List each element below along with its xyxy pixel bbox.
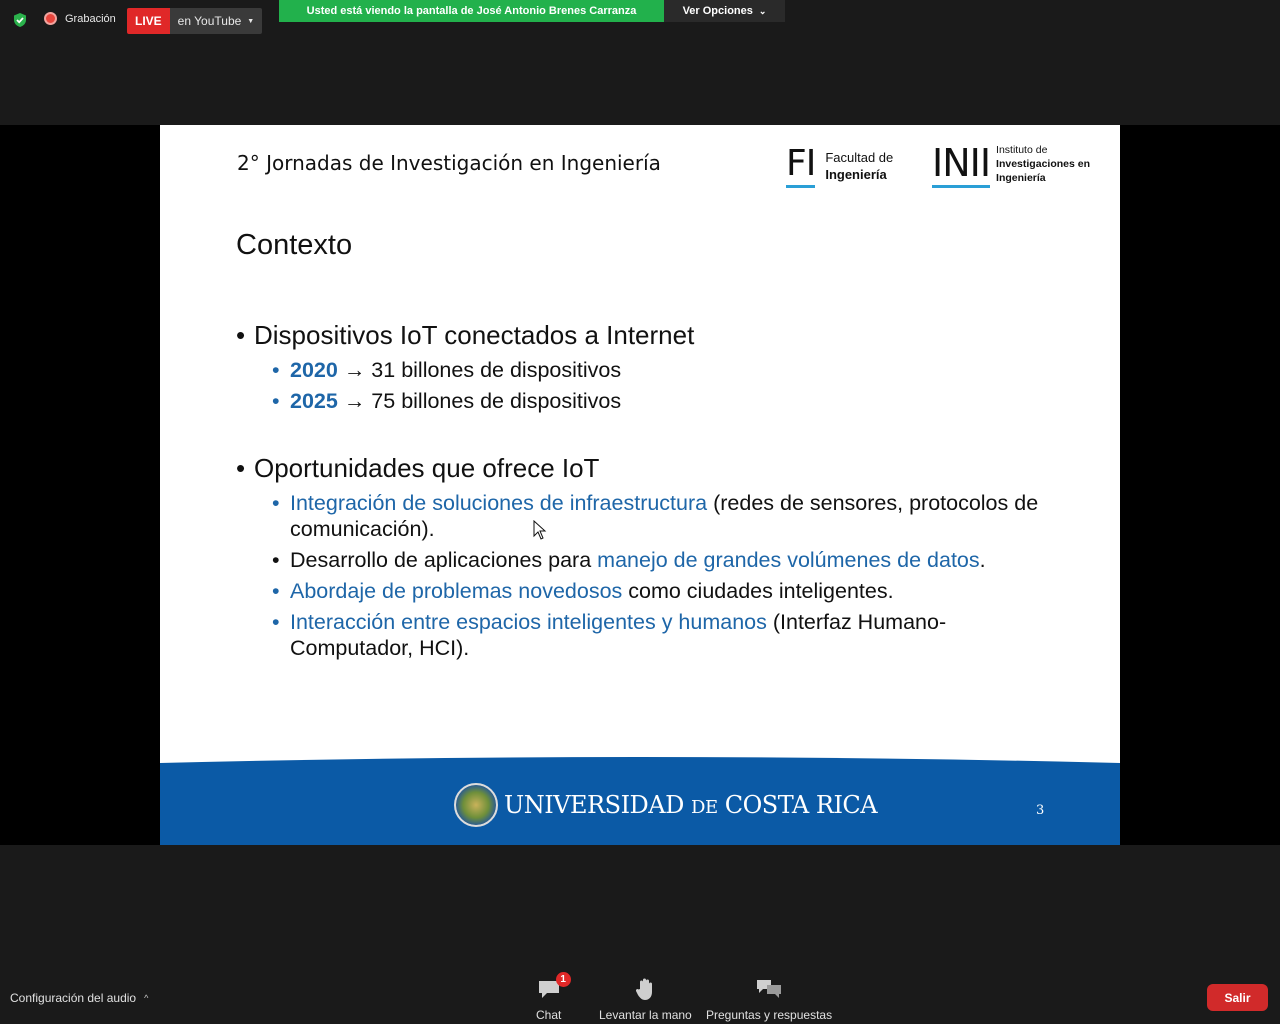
audio-config-label: Configuración del audio [10,991,137,1005]
highlight-text: Abordaje de problemas novedosos [290,579,623,603]
recording-dot-icon [44,12,57,25]
chat-icon-wrap [537,974,566,1002]
qa-icon-wrap [756,976,782,1002]
shield-check-icon[interactable] [12,12,28,28]
mouse-cursor-icon [533,520,547,540]
caret-down-icon: ▼ [247,17,255,25]
logo-fi-text [825,149,893,183]
bullet-dot-icon: • [272,548,280,572]
screen-share-banner: Usted está viendo la pantalla de José Antonio Brenes Carranza [279,0,664,22]
sub-bullet-item [272,547,1056,573]
recording-label: Grabación [65,12,116,25]
year-label: 2025 [290,389,338,413]
logo-inii-mark: INII [932,143,990,188]
bullet-item: • Oportunidades que ofrece IoT [236,453,600,483]
chevron-down-icon: ⌄ [758,5,767,16]
presentation-slide [160,125,1120,845]
bullet-item: • Dispositivos IoT conectados a Internet [236,320,695,350]
university-name [504,791,877,819]
live-destination-label: en YouTube [177,14,242,28]
logo-inii-line2: Investigaciones en [996,158,1090,170]
sub-bullet-text: como ciudades inteligentes. [622,579,894,603]
slide-bullets [236,320,1056,666]
sub-bullet-item [272,490,1056,542]
university-logo [454,783,877,827]
raise-hand-button[interactable] [599,976,692,1022]
sub-bullet-item [272,578,1056,604]
live-stream-control[interactable] [127,8,262,34]
hand-icon [634,977,656,1001]
bullet-dot-icon: • [272,491,280,515]
chat-label: Chat [536,1008,562,1022]
slide-title: Contexto [236,229,353,261]
hand-icon-wrap [634,976,656,1002]
arrow-right-icon: → [343,358,366,382]
logo-inii [932,143,1090,188]
logo-inii-text [996,143,1090,185]
university-name-part3: COSTA RICA [724,791,878,819]
recording-indicator[interactable] [44,12,116,25]
logo-fi-line2: Ingeniería [825,167,887,182]
bullet-text: Dispositivos IoT conectados a Internet [254,320,695,350]
bullet-dot-icon: • [272,389,280,413]
logo-facultad-ingenieria [786,145,893,188]
audio-config-button[interactable] [10,991,148,1005]
bottom-toolbar [0,960,1280,1024]
shared-screen-area [0,125,1280,845]
sub-bullet-item [272,357,1056,383]
chat-unread-badge: 1 [556,972,571,987]
sub-bullet-text: (Interfaz Humano-Computador, HCI). [290,610,947,660]
highlight-text: Integración de soluciones de infraestructura [290,491,708,515]
sub-bullet-text: 75 billones de dispositivos [365,389,622,413]
logo-inii-line1: Instituto de [996,144,1048,156]
qa-button[interactable] [706,976,832,1022]
chevron-up-icon[interactable]: ^ [144,993,149,1003]
university-seal-icon [454,783,498,827]
sub-bullet-text: (redes de sensores, protocolos de comunicación). [290,491,1039,541]
arrow-right-icon: → [343,389,366,413]
sub-bullet-item [272,609,1056,661]
highlight-text: Interacción entre espacios inteligentes y humanos [290,610,767,634]
top-bar [0,0,1280,40]
university-name-part2: DE [691,797,718,818]
bullet-dot-icon: • [272,579,280,603]
highlight-text: manejo de grandes volúmenes de datos [597,548,980,572]
sub-bullet-end: . [979,548,986,572]
live-destination-button[interactable] [170,8,263,34]
chat-button[interactable] [536,974,566,1022]
sub-bullet-text: 31 billones de dispositivos [365,358,622,382]
bullet-text: Oportunidades que ofrece IoT [254,453,600,483]
leave-button[interactable]: Salir [1207,984,1268,1011]
view-options-button[interactable] [664,0,785,22]
year-label: 2020 [290,358,338,382]
slide-header: 2° Jornadas de Investigación en Ingeniería [237,151,661,175]
sub-bullet-item [272,388,1056,414]
logo-fi-mark: FI [786,145,815,188]
live-badge: LIVE [127,8,170,34]
view-options-label: Ver Opciones [682,5,753,17]
bullet-dot-icon: • [272,610,280,634]
logo-inii-line3: Ingeniería [996,172,1046,184]
qa-icon [756,978,782,1000]
university-name-part1: UNIVERSIDAD [504,791,684,819]
slide-page-number: 3 [1036,803,1045,818]
qa-label: Preguntas y respuestas [706,1008,833,1022]
raise-hand-label: Levantar la mano [599,1008,692,1022]
bullet-dot-icon: • [272,358,280,382]
logo-fi-line1: Facultad de [825,150,894,165]
sub-bullet-text: Desarrollo de aplicaciones para [290,548,598,572]
